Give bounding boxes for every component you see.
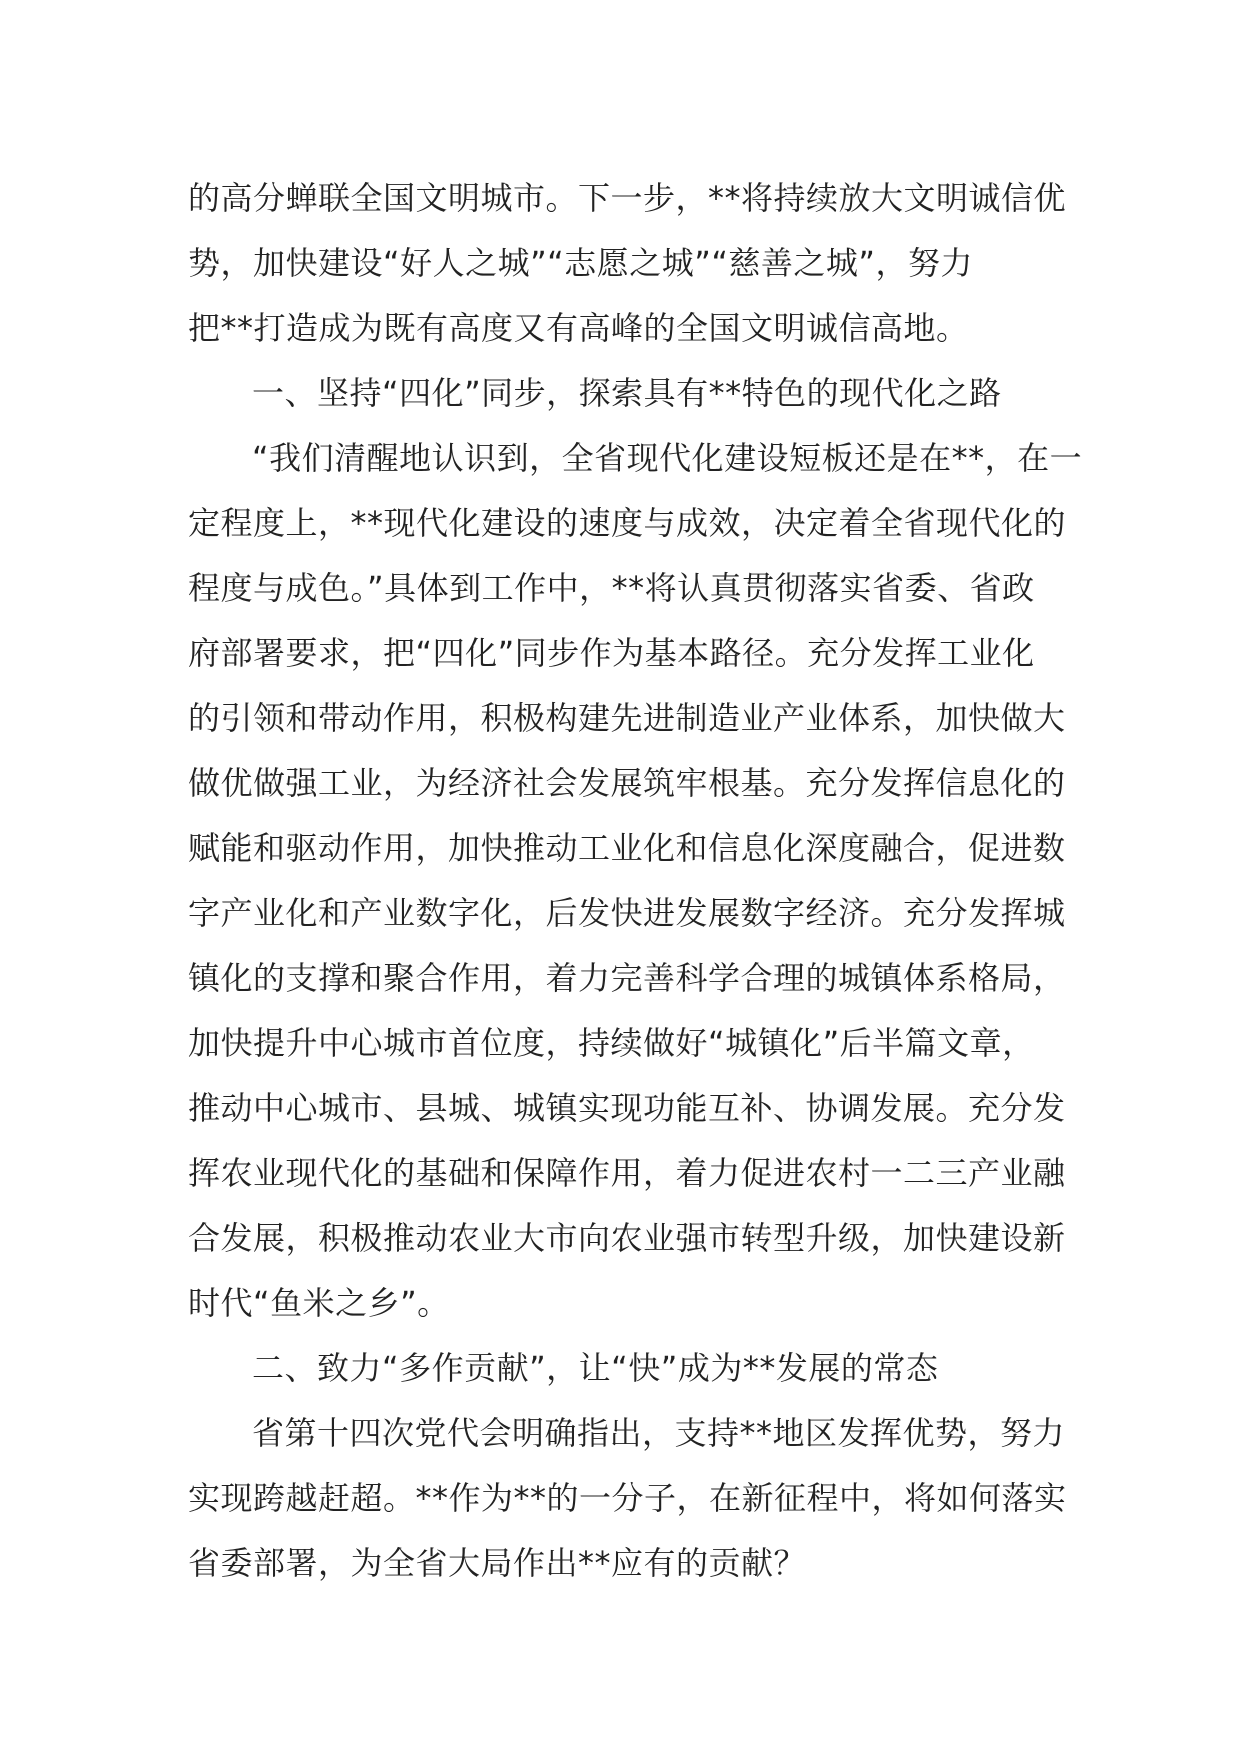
paragraph-line: 赋能和驱动作用，加快推动工业化和信息化深度融合，促进数: [188, 829, 1066, 867]
paragraph-line: 定程度上，**现代化建设的速度与成效，决定着全省现代化的: [188, 504, 1067, 542]
paragraph-line: 推动中心城市、县城、城镇实现功能互补、协调发展。充分发: [188, 1089, 1066, 1127]
paragraph-line: 省第十四次党代会明确指出，支持**地区发挥优势，努力: [252, 1414, 1066, 1452]
paragraph-line: 势，加快建设“好人之城”“志愿之城”“慈善之城”，努力: [188, 244, 973, 282]
paragraph-line: 的高分蝉联全国文明城市。下一步，**将持续放大文明诚信优: [188, 179, 1067, 217]
paragraph-line: “我们清醒地认识到，全省现代化建设短板还是在**，在一: [252, 439, 1083, 477]
paragraph-line: 程度与成色。”具体到工作中，**将认真贯彻落实省委、省政: [188, 569, 1035, 607]
paragraph-line: 做优做强工业，为经济社会发展筑牢根基。充分发挥信息化的: [188, 764, 1066, 802]
section-heading-2: 二、致力“多作贡献”，让“快”成为**发展的常态: [252, 1349, 939, 1387]
paragraph-line: 的引领和带动作用，积极构建先进制造业产业体系，加快做大: [188, 699, 1066, 737]
paragraph-line: 镇化的支撑和聚合作用，着力完善科学合理的城镇体系格局，: [188, 959, 1066, 997]
paragraph-line: 挥农业现代化的基础和保障作用，着力促进农村一二三产业融: [188, 1154, 1066, 1192]
paragraph-line: 省委部署，为全省大局作出**应有的贡献？: [188, 1544, 807, 1582]
paragraph-line: 实现跨越赶超。**作为**的一分子，在新征程中，将如何落实: [188, 1479, 1067, 1517]
paragraph-line: 字产业化和产业数字化，后发快进发展数字经济。充分发挥城: [188, 894, 1066, 932]
paragraph-line: 加快提升中心城市首位度，持续做好“城镇化”后半篇文章，: [188, 1024, 1035, 1062]
paragraph-line: 府部署要求，把“四化”同步作为基本路径。充分发挥工业化: [188, 634, 1035, 672]
document-body: [188, 166, 1083, 1596]
paragraph-line: 时代“鱼米之乡”。: [188, 1284, 450, 1322]
paragraph-line: 把**打造成为既有高度又有高峰的全国文明诚信高地。: [188, 309, 969, 347]
paragraph-line: 合发展，积极推动农业大市向农业强市转型升级，加快建设新: [188, 1219, 1066, 1257]
section-heading-1: 一、坚持“四化”同步，探索具有**特色的现代化之路: [252, 374, 1002, 412]
